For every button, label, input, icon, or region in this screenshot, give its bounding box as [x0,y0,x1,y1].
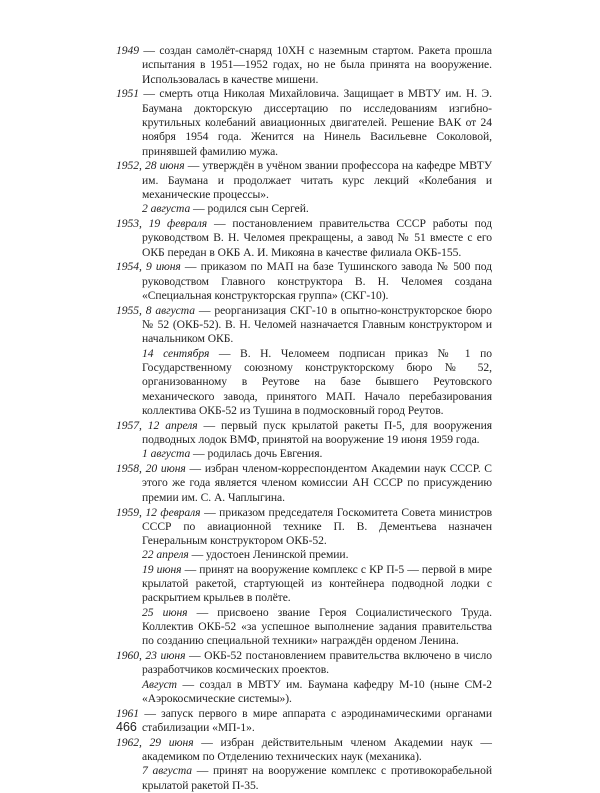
entry-date: 19 июня [142,562,182,576]
entry-text: — В. Н. Челомеем подписан приказ № 1 по Государственному союзному конструкторскому бюро № 52, организованному в Реутове на базе бывшего Реутовского механического завода, принятого МАП. Начало перебазирования коллектива ОКБ-52 из Тушина в подмосковный город Реутов. [142,346,492,417]
page-number: 466 [116,720,137,734]
entry-date: 1952, 28 июня [116,159,185,173]
entry-text: — постановлением правительства СССР работы под руководством В. Н. Челомея прекращены, а завод № 51 вместе с его ОКБ передан в ОКБ А. И. Микояна в качестве филиала ОКБ-155. [142,217,493,259]
entry-paragraph [116,217,492,260]
chronology-entry-1958 [116,462,492,505]
entry-text: — приказом председателя Госкомитета Совета министров СССР по авиационной технике П. В. Дементьева назначен Генеральным конструктором ОКБ-52. [142,505,492,548]
entry-paragraph [116,419,492,448]
entry-date: 1958, 20 июня [116,462,186,476]
entry-text: — смерть отца Николая Михайловича. Защищает в МВТУ им. Н. Э. Баумана докторскую диссертацию по исследованиям изгибно-крутильных колебаний авиационных двигателей. Решение ВАК от 24 ноября 1954 года. Женится на Нинель Васильевне Соколовой, принявшей фамилию мужа. [139,87,492,158]
chronology-list [116,44,492,793]
chronology-entry-1961 [116,707,492,736]
entry-paragraph [116,87,492,158]
entry-date: 1949 [116,44,139,57]
entry-subparagraph [116,202,492,216]
entry-date: 1955, 8 августа [116,303,195,317]
entry-paragraph [116,44,492,87]
entry-date: 1953, 19 февраля [116,217,208,231]
entry-paragraph [116,707,492,736]
entry-text: — реорганизация СКГ-10 в опытно-конструкторское бюро № 52 (ОКБ-52). В. Н. Челомей назначается Главным конструктором и начальником ОКБ. [142,303,492,346]
entry-text: — удостоен Ленинской премии. [188,548,349,562]
entry-date: 1954, 9 июня [116,260,181,274]
entry-text: — запуск первого в мире аппарата с аэродинамическими органами стабилизации «МП-1». [139,706,492,734]
entry-text: — принят на вооружение комплекс с противокорабельной крылатой ракетой П-35. [142,764,492,792]
chronology-entry-1954 [116,260,492,303]
entry-paragraph [116,736,492,765]
entry-subparagraph [116,548,492,562]
entry-text: — ОКБ-52 постановлением правительства включено в число разработчиков космических проектов. [142,648,492,677]
entry-subparagraph [116,606,492,649]
entry-paragraph [116,304,492,347]
entry-subparagraph [116,563,492,606]
entry-subparagraph [116,764,492,793]
chronology-entry-1952 [116,159,492,216]
chronology-entry-1957 [116,419,492,462]
entry-date: 1960, 23 июня [116,648,186,662]
entry-text: — первый пуск крылатой ракеты П-5, для вооружения подводных лодок ВМФ, принятой на вооружение 19 июня 1959 года. [142,418,493,447]
chronology-entry-1949 [116,44,492,87]
entry-date: 1962, 29 июня [116,735,194,749]
entry-text: — присвоено звание Героя Социалистического Труда. Коллектив ОКБ-52 «за успешное выполнение задания правительства по созданию специальной техники» награждён орденом Ленина. [142,605,492,648]
entry-text: — родился сын Сергей. [190,202,309,216]
chronology-entry-1960 [116,649,492,706]
chronology-entry-1962 [116,736,492,793]
entry-paragraph [116,506,492,549]
entry-date: 7 августа [142,764,193,778]
entry-date: 1951 [116,87,139,101]
entry-paragraph [116,462,492,505]
entry-paragraph [116,649,492,678]
entry-text: — приказом по МАП на базе Тушинского завода № 500 под руководством Главного конструктора В. Н. Челомея создана «Специальная конструкторская группа» (СКГ-10). [142,260,492,303]
entry-paragraph [116,260,492,303]
entry-date: 2 августа [142,202,191,216]
chronology-entry-1955 [116,304,492,418]
entry-date: 14 сентября [142,346,210,360]
entry-text: — принят на вооружение комплекс с КР П-5 — первой в мире крылатой ракетой, стартующей из контейнера подводной лодки с раскрытием крыльев в полёте. [142,562,492,605]
entry-date: Август [142,677,178,691]
entry-text: — родилась дочь Евгения. [190,447,323,461]
chronology-entry-1951 [116,87,492,158]
entry-date: 1 августа [142,447,191,461]
entry-date: 22 апреля [142,548,189,562]
entry-subparagraph [116,447,492,461]
chronology-entry-1959 [116,506,492,649]
entry-date: 1959, 12 февраля [116,505,201,519]
entry-subparagraph [116,347,492,418]
entry-text: — избран действительным членом Академии наук — академиком по Отделению технических наук (механика). [142,735,492,764]
entry-paragraph [116,159,492,202]
entry-subparagraph [116,678,492,707]
entry-text: — утверждён в учёном звании профессора на кафедре МВТУ им. Баумана и продолжает читать курс лекций «Колебания и механические процессы». [142,159,492,201]
chronology-entry-1953 [116,217,492,260]
entry-date: 25 июня [142,605,188,619]
entry-text: — создан самолёт-снаряд 10ХН с наземным стартом. Ракета прошла испытания в 1951—1952 годах, но не была принята на вооружение. Использовалась в качестве мишени. [139,44,492,86]
entry-text: — избран членом-корреспондентом Академии наук СССР. С этого же года является членом комиссии АН СССР по присуждению премии им. С. А. Чаплыгина. [142,462,492,504]
entry-date: 1957, 12 апреля [116,418,198,432]
entry-text: — создал в МВТУ им. Баумана кафедру М-10 (ныне СМ-2 «Аэрокосмические системы»). [142,677,492,705]
entry-date: 1961 [116,706,139,720]
